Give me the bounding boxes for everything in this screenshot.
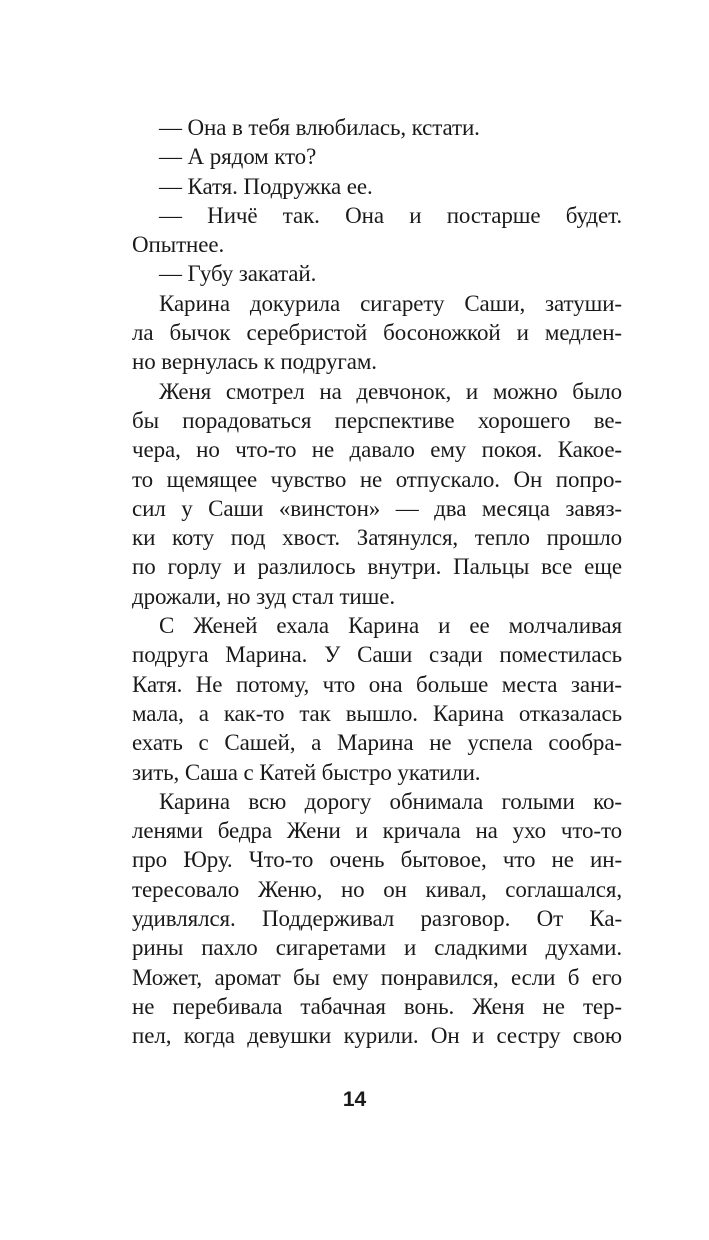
- text-line: — А рядом кто?: [159, 144, 317, 170]
- text-line: зить, Саша с Катей быстро укатили.: [132, 759, 481, 785]
- text-line: ла бычок серебристой босоножкой и медлен-: [132, 320, 622, 346]
- text-line: Карина всю дорогу обнимала голыми ко-: [159, 788, 622, 814]
- text-line: Карина докурила сигарету Саши, затуши-: [159, 290, 622, 316]
- text-line: — Она в тебя влюбилась, кстати.: [159, 115, 480, 140]
- text-line: С Женей ехала Карина и ее молчаливая: [159, 613, 622, 639]
- page-number: 14: [342, 1088, 367, 1111]
- text-line: не перебивала табачная вонь. Женя не тер-: [132, 993, 622, 1019]
- text-line: ки коту под хвост. Затянулся, тепло прошло: [132, 525, 622, 551]
- text-line: дрожали, но зуд стал тише.: [132, 583, 395, 609]
- text-line: сил у Саши «винстон» — два месяца завяз-: [132, 495, 622, 521]
- page-text-block: [132, 113, 622, 1051]
- text-line: тересовало Женю, но он кивал, соглашался,: [132, 876, 622, 902]
- text-line: пел, когда девушки курили. Он и сестру свою: [132, 1023, 622, 1049]
- text-line: удивлялся. Поддерживал разговор. От Ка-: [132, 906, 622, 932]
- text-line: — Ничё так. Она и постарше будет.: [159, 202, 622, 228]
- text-line: про Юру. Что-то очень бытовое, что не ин-: [132, 847, 622, 873]
- text-line: но вернулась к подругам.: [132, 349, 377, 375]
- text-line: то щемящее чувство не отпускало. Он попро-: [132, 466, 622, 492]
- text-line: чера, но что-то не давало ему покоя. Какое-: [132, 437, 622, 463]
- text-line: ехать с Сашей, а Марина не успела сообра-: [132, 730, 622, 756]
- text-line: мала, а как-то так вышло. Карина отказалась: [132, 700, 622, 726]
- text-line: Может, аромат бы ему понравился, если б его: [132, 964, 622, 990]
- text-line: по горлу и разлилось внутри. Пальцы все еще: [132, 554, 622, 580]
- text-line: ленями бедра Жени и кричала на ухо что-то: [132, 818, 622, 844]
- text-line: — Катя. Подружка ее.: [159, 173, 373, 199]
- text-line: Опытнее.: [132, 232, 225, 258]
- text-line: подруга Марина. У Саши сзади поместилась: [132, 642, 622, 668]
- text-line: Катя. Не потому, что она больше места зани-: [132, 671, 622, 697]
- text-line: Женя смотрел на девчонок, и можно было: [159, 378, 622, 404]
- text-line: — Губу закатай.: [159, 261, 317, 287]
- text-line: бы порадоваться перспективе хорошего ве-: [132, 407, 622, 433]
- text-line: рины пахло сигаретами и сладкими духами.: [132, 935, 622, 961]
